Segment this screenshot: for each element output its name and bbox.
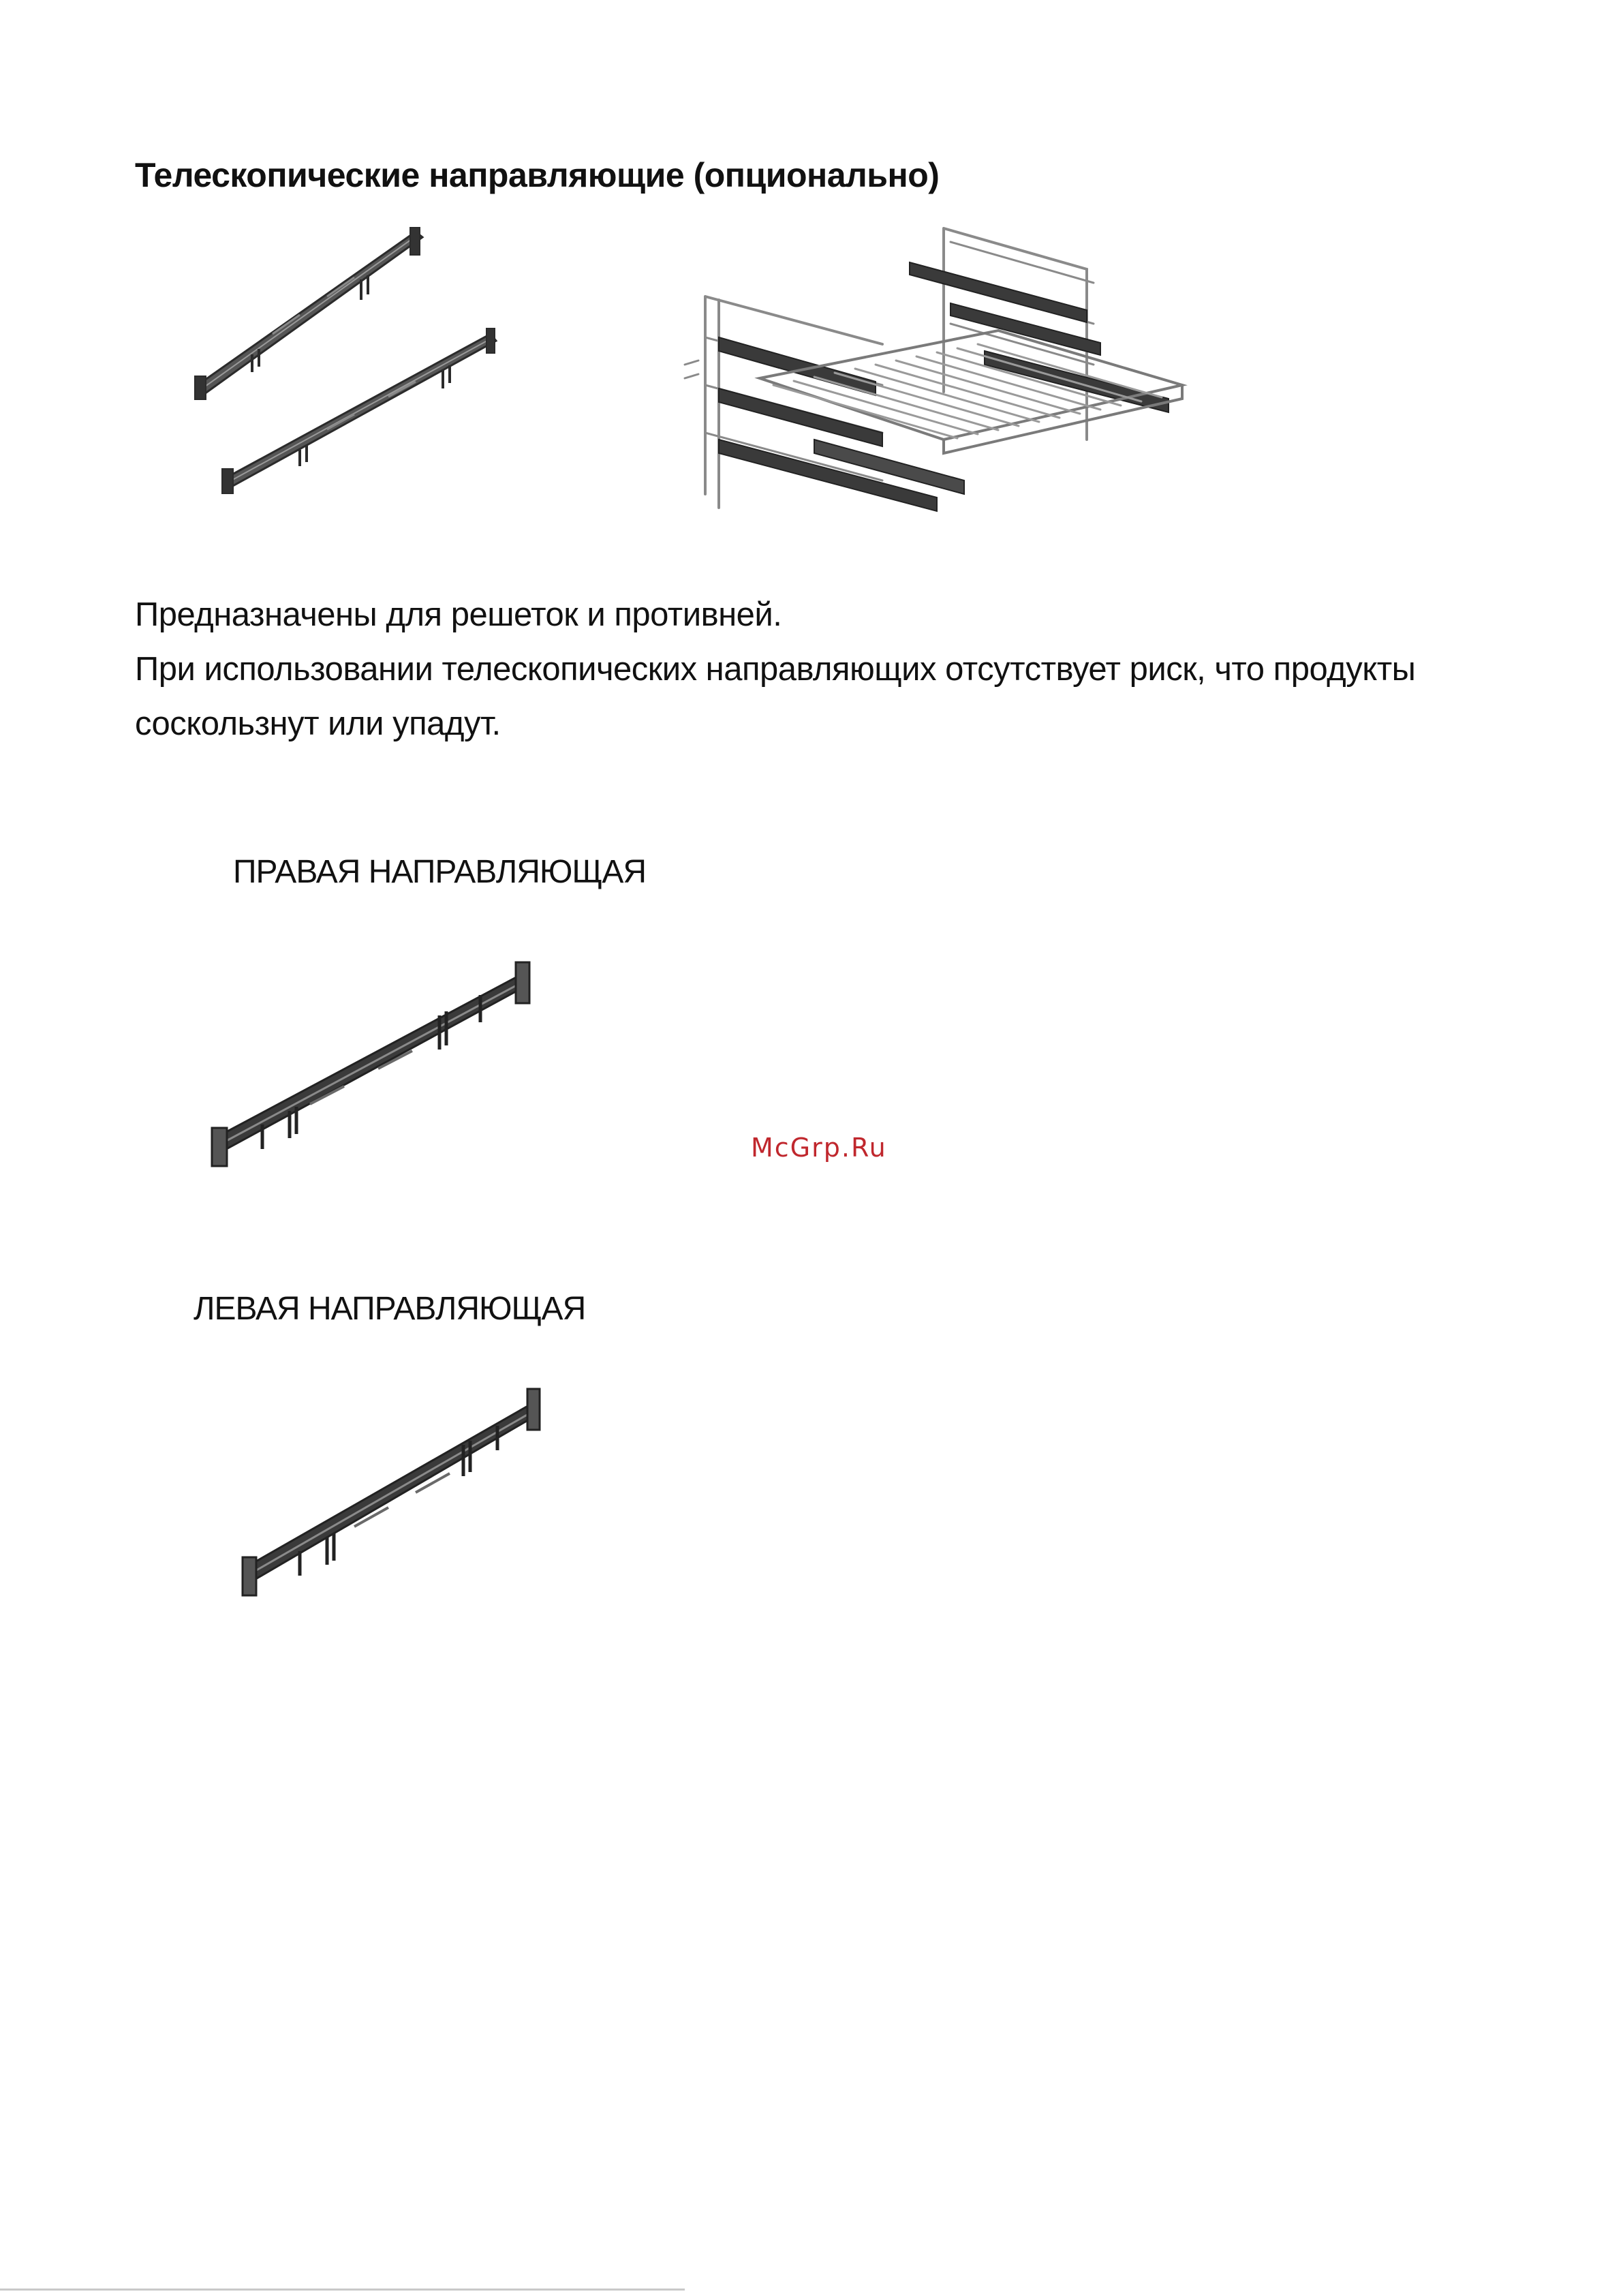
description-text xyxy=(135,587,1532,751)
description-line-3: соскользнут или упадут. xyxy=(135,705,501,742)
footer-rule xyxy=(0,2289,685,2291)
watermark: McGrp.Ru xyxy=(751,1133,887,1163)
left-rail-icon xyxy=(238,1383,548,1605)
rails-pair-icon xyxy=(191,218,511,504)
description-line-2: При использовании телескопических направляющих отсутствует риск, что продукты xyxy=(135,651,1416,688)
description-line-1: Предназначены для решеток и противней. xyxy=(135,596,782,633)
right-rail-icon xyxy=(208,954,538,1179)
oven-rack-icon xyxy=(678,221,1196,562)
page-heading: Телескопические направляющие (опционально) xyxy=(135,156,940,194)
right-rail-caption: ПРАВАЯ НАПРАВЛЯЮЩАЯ xyxy=(233,854,647,890)
left-rail-caption: ЛЕВАЯ НАПРАВЛЯЮЩАЯ xyxy=(194,1291,586,1327)
